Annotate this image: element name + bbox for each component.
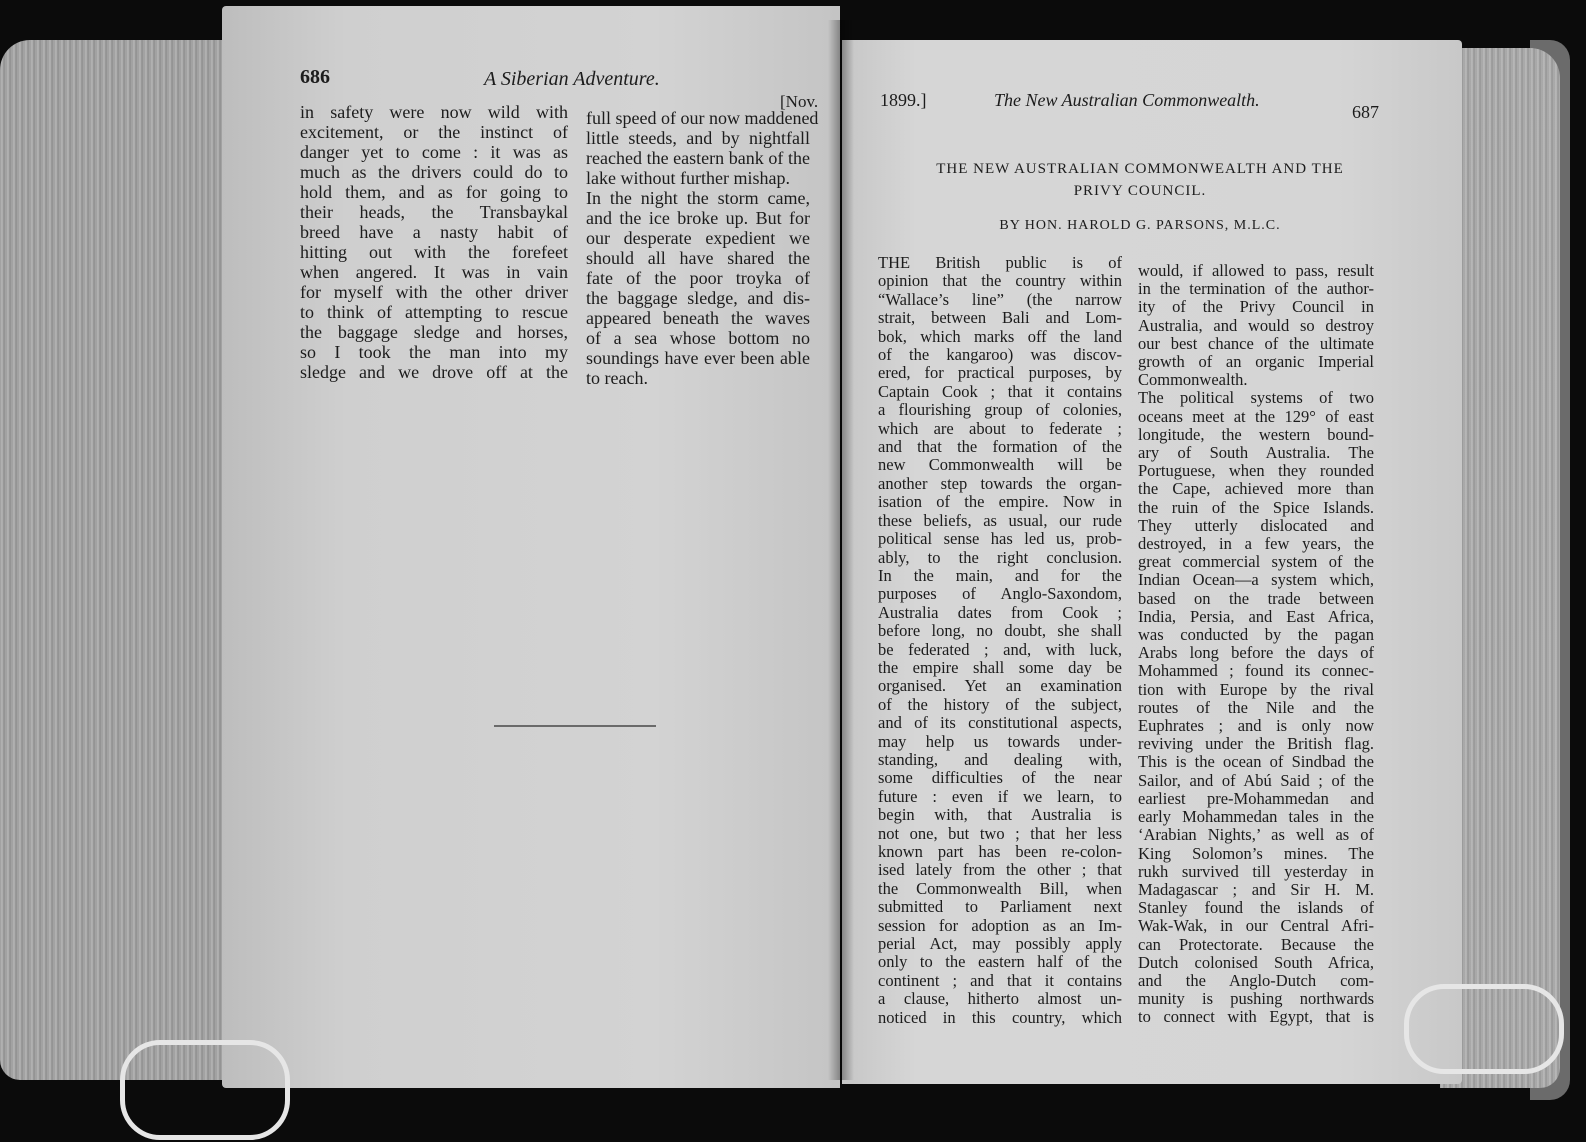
text-line: excitement, or the instinct of <box>300 122 568 142</box>
text-line: Wak-Wak, in our Central Afri- <box>1138 916 1374 936</box>
text-line: Arabs long before the days of <box>1138 643 1374 663</box>
end-rule <box>494 725 656 727</box>
text-line: ity of the Privy Council in <box>1138 297 1374 317</box>
article-title <box>890 158 1390 202</box>
text-line: They utterly dislocated and <box>1138 515 1374 535</box>
text-line: great commercial system of the <box>1138 552 1374 572</box>
text-line: our desperate expedient we <box>586 228 810 248</box>
text-line: ised lately from the other ; that <box>878 860 1122 880</box>
text-line: in safety were now wild with <box>300 102 568 122</box>
text-line: a flourishing group of colonies, <box>878 400 1122 420</box>
text-line: reached the eastern bank of the <box>586 148 810 168</box>
text-line: early Mohammedan tales in the <box>1138 807 1374 827</box>
text-line: the Commonwealth Bill, when <box>878 878 1122 898</box>
text-line: routes of the Nile and the <box>1138 697 1374 717</box>
text-line: breed have a nasty habit of <box>300 222 568 242</box>
left-column-2 <box>586 108 819 388</box>
text-line: Commonwealth. <box>1138 370 1248 390</box>
text-line: political sense has led us, prob- <box>878 529 1122 549</box>
text-line: only to the eastern half of the <box>878 952 1122 972</box>
text-line: some difficulties of the near <box>878 768 1122 788</box>
text-line: isation of the empire. Now in <box>878 492 1122 512</box>
text-line: to reach. <box>586 368 648 388</box>
text-line: ably, to the right conclusion. <box>878 547 1122 567</box>
text-line: future : even if we learn, to <box>878 786 1122 806</box>
text-line: noticed in this country, which <box>878 1007 1122 1027</box>
text-line: Australia dates from Cook ; <box>878 602 1122 622</box>
text-line: the baggage sledge, and dis- <box>586 288 810 308</box>
text-line: when angered. It was in vain <box>300 262 568 282</box>
text-line: before long, no doubt, she shall <box>878 621 1122 641</box>
text-line: earliest pre-Mohammedan and <box>1138 788 1374 808</box>
text-line: can Protectorate. Because the <box>1138 934 1374 954</box>
text-line: based on the trade between <box>1138 588 1374 608</box>
text-line: ered, for practical purposes, by <box>878 363 1122 383</box>
left-running-date: [Nov. <box>780 92 819 111</box>
right-column-2 <box>1138 262 1374 1027</box>
text-line: Indian Ocean—a system which, <box>1138 570 1374 590</box>
text-line: tion with Europe by the rival <box>1138 679 1374 699</box>
text-line: In the main, and for the <box>878 565 1122 585</box>
text-line: the Cape, achieved more than <box>1138 479 1374 499</box>
text-line: reviving under the British flag. <box>1138 734 1374 754</box>
text-line: little steeds, and by nightfall <box>586 128 810 148</box>
text-line: so I took the man into my <box>300 342 568 362</box>
text-line: Mohammed ; found its connec- <box>1138 661 1374 681</box>
text-line: ‘Arabian Nights,’ as well as of <box>1138 825 1374 845</box>
text-line: was conducted by the pagan <box>1138 625 1374 645</box>
text-line: a clause, hitherto almost un- <box>878 989 1122 1009</box>
text-line: Dutch colonised South Africa, <box>1138 952 1374 972</box>
paper-clip-right <box>1404 984 1564 1074</box>
text-line: in the termination of the author- <box>1138 279 1374 299</box>
text-line: hold them, and as for going to <box>300 182 568 202</box>
text-line: of the history of the subject, <box>878 694 1122 714</box>
text-line: to think of attempting to rescue <box>300 302 568 322</box>
text-line: munity is pushing northwards <box>1138 989 1374 1009</box>
right-running-title: The New Australian Commonwealth. <box>994 90 1260 110</box>
text-line: appeared beneath the waves <box>586 308 810 328</box>
text-line: new Commonwealth will be <box>878 455 1122 475</box>
text-line: soundings have ever been able <box>586 348 810 368</box>
text-line: of the kangaroo) was discov- <box>878 345 1122 365</box>
text-line: and the Anglo-Dutch com- <box>1138 970 1374 990</box>
text-line: be federated ; and, with luck, <box>878 639 1122 659</box>
text-line: the ruin of the Spice Islands. <box>1138 497 1374 517</box>
text-line: strait, between Bali and Lom- <box>878 308 1122 328</box>
text-line: these beliefs, as usual, our rude <box>878 510 1122 530</box>
text-line: opinion that the country within <box>878 271 1122 291</box>
text-line: hitting out with the forefeet <box>300 242 568 262</box>
right-running-date: 1899.] <box>880 90 927 110</box>
text-line: King Solomon’s mines. The <box>1138 843 1374 863</box>
left-running-title: A Siberian Adventure. <box>484 68 660 90</box>
text-line: much as the drivers could do to <box>300 162 568 182</box>
text-line: “Wallace’s line” (the narrow <box>878 289 1122 309</box>
text-line: The political systems of two <box>1138 388 1374 408</box>
text-line: THE British public is of <box>878 253 1122 272</box>
right-page-number: 687 <box>1352 102 1379 122</box>
text-line: and the ice broke up. But for <box>586 208 810 228</box>
text-line: Captain Cook ; that it contains <box>878 381 1122 401</box>
text-line: ary of South Australia. The <box>1138 443 1374 463</box>
text-line: lake without further mishap. <box>586 168 790 188</box>
text-line: the empire shall some day be <box>878 657 1122 677</box>
text-line: full speed of our now maddened <box>586 108 819 128</box>
text-line: session for adoption as an Im- <box>878 915 1122 935</box>
text-line: sledge and we drove off at the <box>300 362 568 382</box>
text-line: to connect with Egypt, that is <box>1138 1007 1374 1027</box>
text-line: Madagascar ; and Sir H. M. <box>1138 879 1374 899</box>
text-line: continent ; and that it contains <box>878 970 1122 990</box>
text-line: India, Persia, and East Africa, <box>1138 606 1374 626</box>
book-edge-left <box>0 40 228 1080</box>
text-line: Portuguese, when they rounded <box>1138 461 1374 481</box>
article-title-line-1: THE NEW AUSTRALIAN COMMONWEALTH AND THE <box>936 161 1344 177</box>
right-column-1 <box>878 254 1122 1027</box>
text-line: organised. Yet an examination <box>878 676 1122 696</box>
text-line: bok, which marks off the land <box>878 326 1122 346</box>
text-line: danger yet to come : it was as <box>300 142 568 162</box>
left-page-number: 686 <box>300 66 330 88</box>
article-title-line-2: PRIVY COUNCIL. <box>1073 183 1207 199</box>
text-line: standing, and dealing with, <box>878 749 1122 769</box>
text-line: destroyed, in a few years, the <box>1138 534 1374 554</box>
text-line: growth of an organic Imperial <box>1138 352 1374 372</box>
text-line: and that the formation of the <box>878 437 1122 457</box>
text-line: perial Act, may possibly apply <box>878 934 1122 954</box>
text-line: Stanley found the islands of <box>1138 898 1374 918</box>
text-line: Euphrates ; and is only now <box>1138 716 1374 736</box>
text-line: of a sea whose bottom no <box>586 328 810 348</box>
text-line: for myself with the other driver <box>300 282 568 302</box>
text-line: their heads, the Transbaykal <box>300 202 568 222</box>
left-column-1 <box>300 102 568 382</box>
book-gutter <box>828 20 854 1080</box>
paper-clip-left <box>120 1040 290 1140</box>
text-line: another step towards the organ- <box>878 473 1122 493</box>
text-line: known part has been re-colon- <box>878 842 1122 861</box>
article-byline: BY HON. HAROLD G. PARSONS, M.L.C. <box>999 218 1281 233</box>
text-line: our best chance of the ultimate <box>1138 333 1374 353</box>
text-line: In the night the storm came, <box>586 188 810 208</box>
text-line: rukh survived till yesterday in <box>1138 861 1374 881</box>
text-line: not one, but two ; that her less <box>878 823 1122 843</box>
text-line: and of its constitutional aspects, <box>878 713 1122 733</box>
text-line: would, if allowed to pass, result <box>1138 261 1374 280</box>
text-line: oceans meet at the 129° of east <box>1138 406 1374 426</box>
text-line: This is the ocean of Sindbad the <box>1138 752 1374 772</box>
text-line: purposes of Anglo-Saxondom, <box>878 584 1122 604</box>
text-line: the baggage sledge and horses, <box>300 322 568 342</box>
text-line: may help us towards under- <box>878 731 1122 751</box>
text-line: which are about to federate ; <box>878 418 1122 438</box>
text-line: Sailor, and of Abú Said ; of the <box>1138 770 1374 790</box>
text-line: fate of the poor troyka of <box>586 268 810 288</box>
text-line: begin with, that Australia is <box>878 805 1122 825</box>
text-line: should all have shared the <box>586 248 810 268</box>
text-line: Australia, and would so destroy <box>1138 315 1374 335</box>
text-line: longitude, the western bound- <box>1138 424 1374 444</box>
text-line: submitted to Parliament next <box>878 897 1122 917</box>
